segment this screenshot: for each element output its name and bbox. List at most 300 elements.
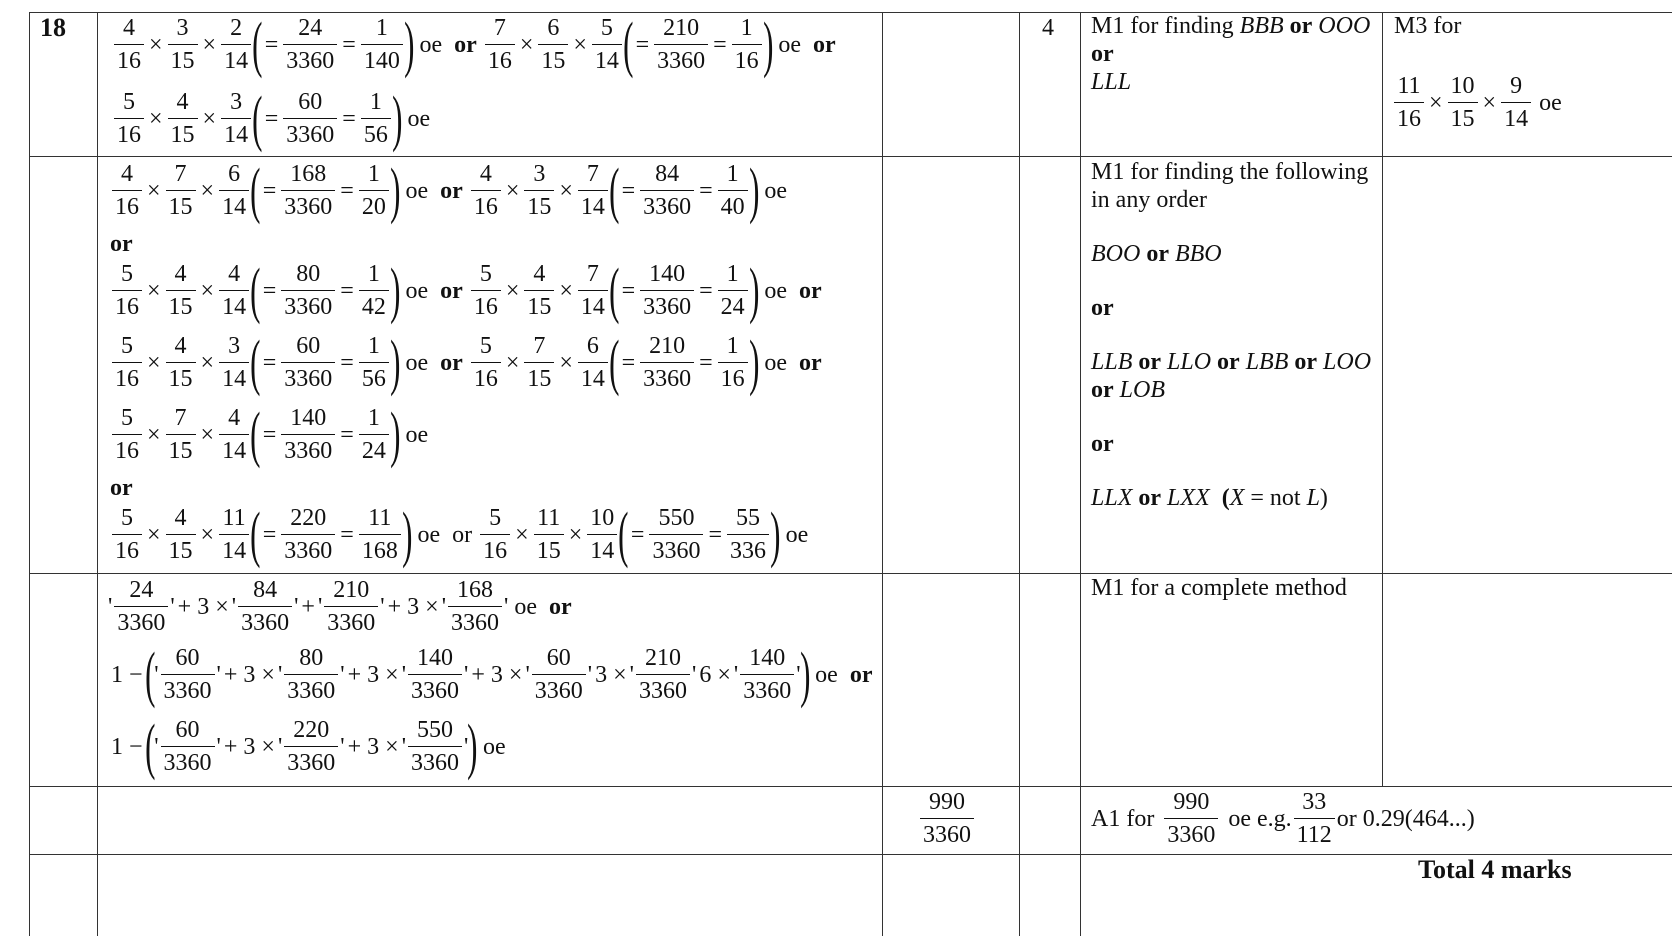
- numerator: 210: [644, 645, 681, 671]
- oe-label: oe: [407, 105, 431, 132]
- numerator: 1: [369, 89, 382, 115]
- right-bracket: ): [467, 712, 478, 781]
- m3-label: M3 for: [1394, 13, 1462, 39]
- times-sign: ×: [505, 177, 520, 204]
- fraction: [361, 88, 391, 149]
- numerator: 4: [174, 505, 187, 531]
- fraction: [578, 160, 608, 221]
- numerator: 60: [296, 333, 321, 359]
- guidance-text: oe e.g.: [1228, 805, 1292, 832]
- numerator: 10: [590, 505, 615, 531]
- numerator: 3: [176, 15, 189, 41]
- equals-sign: =: [635, 31, 650, 58]
- quote-mark: ': [277, 733, 283, 760]
- times-sign: ×: [1429, 89, 1443, 116]
- numerator: 7: [174, 161, 187, 187]
- left-bracket: (: [144, 712, 156, 781]
- equals-sign: =: [713, 31, 727, 58]
- guidance-m1-following: M1 for finding the following in any order BOO or BBO or LLB or LLO or LBB or LOO or LOB or LLX or LXX (X = not L): [1091, 158, 1381, 512]
- numerator: 4: [533, 261, 546, 287]
- denominator: 3360: [636, 674, 690, 705]
- number: 3: [243, 661, 256, 688]
- plus-sign: +: [301, 593, 315, 620]
- oe-label: oe: [764, 177, 787, 204]
- right-bracket: ): [390, 328, 401, 397]
- guidance-m1-bbb: [1091, 12, 1376, 96]
- quote-mark: ': [464, 661, 469, 688]
- numerator: 1: [367, 333, 380, 359]
- equals-sign: =: [264, 31, 279, 58]
- denominator: 14: [219, 434, 249, 465]
- or-label: or: [1138, 485, 1162, 511]
- left-bracket: (: [250, 500, 261, 569]
- quote-mark: ': [629, 661, 634, 688]
- numerator: 6: [547, 15, 560, 41]
- term: X: [1229, 485, 1245, 511]
- denominator: 14: [587, 534, 617, 565]
- right-bracket: ): [402, 500, 413, 569]
- denominator: 14: [578, 290, 608, 321]
- or-label: or: [440, 277, 463, 304]
- numerator: 210: [663, 15, 700, 41]
- denominator: 3360: [640, 362, 694, 393]
- denominator: 24: [359, 434, 389, 465]
- fraction: [284, 716, 338, 777]
- numerator: 5: [121, 261, 133, 287]
- denominator: 3360: [408, 674, 462, 705]
- or-label: or: [812, 31, 836, 58]
- denominator: 15: [1448, 102, 1478, 133]
- denominator: 3360: [281, 534, 335, 565]
- question-number: 18: [40, 13, 66, 42]
- answer-numerator: 990: [929, 789, 965, 815]
- denominator: 112: [1294, 818, 1335, 849]
- times-sign: ×: [573, 31, 587, 58]
- times-sign: ×: [559, 277, 573, 304]
- equals-sign: =: [621, 177, 636, 204]
- numerator: 60: [546, 645, 571, 671]
- denominator: 3360: [281, 434, 335, 465]
- denominator: 15: [166, 434, 196, 465]
- minus-sign: −: [129, 661, 143, 688]
- col-border: [1080, 12, 1081, 936]
- equals-sign: =: [630, 521, 645, 548]
- denominator: 3360: [1164, 818, 1218, 849]
- denominator: 3360: [649, 534, 703, 565]
- left-bracket: (: [250, 156, 261, 225]
- denominator: 16: [471, 190, 501, 221]
- fraction: [727, 504, 769, 565]
- denominator: 16: [485, 44, 515, 75]
- left-bracket: (: [250, 400, 261, 469]
- numerator: 11: [222, 505, 246, 531]
- oe-label: oe: [785, 521, 809, 548]
- denominator: 40: [718, 190, 748, 221]
- number: 3: [407, 593, 420, 620]
- term: L: [1306, 485, 1320, 511]
- or-label: or: [1091, 41, 1114, 67]
- oe-label: oe: [405, 349, 429, 376]
- denominator: 3360: [114, 606, 168, 637]
- quote-mark: ': [340, 661, 345, 688]
- denominator: 16: [114, 118, 144, 149]
- denominator: 14: [578, 362, 608, 393]
- left-bracket: (: [618, 500, 629, 569]
- fraction: [408, 644, 462, 705]
- times-sign: ×: [508, 661, 523, 688]
- oe-label: oe: [815, 661, 838, 688]
- fraction: [238, 576, 292, 637]
- denominator: 15: [534, 534, 564, 565]
- numerator: 24: [129, 577, 154, 603]
- numerator: 220: [293, 717, 330, 743]
- denominator: 16: [114, 44, 144, 75]
- times-sign: ×: [200, 421, 215, 448]
- numerator: 24: [298, 15, 323, 41]
- quote-mark: ': [340, 733, 345, 760]
- term: LOO: [1323, 349, 1372, 375]
- fraction: [112, 260, 142, 321]
- fraction: [283, 88, 337, 149]
- fraction: [281, 160, 335, 221]
- quote-mark: ': [525, 661, 530, 688]
- fraction: [640, 260, 694, 321]
- minus-sign: −: [129, 733, 143, 760]
- numerator: 168: [457, 577, 494, 603]
- or-label: or: [110, 231, 133, 257]
- denominator: 3360: [281, 190, 335, 221]
- denominator: 168: [359, 534, 401, 565]
- times-sign: ×: [200, 177, 215, 204]
- denominator: 3360: [284, 674, 338, 705]
- denominator: 14: [219, 290, 249, 321]
- denominator: 15: [168, 118, 198, 149]
- denominator: 16: [112, 434, 142, 465]
- numerator: 5: [489, 505, 502, 531]
- m3-expression: [1392, 72, 1568, 133]
- denominator: 14: [219, 534, 249, 565]
- or-label: or: [1294, 349, 1318, 375]
- fraction: [166, 404, 196, 465]
- numerator: 4: [121, 161, 133, 187]
- numerator: 10: [1450, 73, 1475, 99]
- numerator: 1: [367, 261, 380, 287]
- left-bracket: (: [623, 10, 634, 79]
- denominator: 15: [166, 290, 196, 321]
- fraction: [114, 576, 168, 637]
- denominator: 3360: [161, 674, 215, 705]
- quote-mark: ': [231, 593, 237, 620]
- times-sign: ×: [1482, 89, 1497, 116]
- denominator: 16: [1394, 102, 1424, 133]
- denominator: 15: [524, 290, 554, 321]
- fraction: [168, 88, 198, 149]
- denominator: 3360: [532, 674, 586, 705]
- denominator: 16: [732, 44, 762, 75]
- quote-mark: ': [317, 593, 323, 620]
- col-border: [882, 12, 883, 936]
- times-sign: ×: [202, 105, 217, 132]
- right-bracket: ): [392, 84, 403, 153]
- fraction: [471, 160, 501, 221]
- numerator: 6: [228, 161, 241, 187]
- term-bbb: BBB: [1239, 13, 1284, 39]
- numerator: 5: [121, 505, 133, 531]
- number: 1: [111, 733, 123, 760]
- denominator: 16: [718, 362, 748, 393]
- numerator: 3: [228, 333, 241, 359]
- right-bracket: ): [390, 256, 401, 325]
- times-sign: ×: [559, 349, 573, 376]
- times-sign: ×: [519, 31, 534, 58]
- quote-mark: ': [401, 733, 407, 760]
- equals-sign: =: [621, 349, 636, 376]
- equals-sign: =: [340, 177, 354, 204]
- denominator: 3360: [281, 362, 335, 393]
- term-ooo: OOO: [1318, 13, 1371, 39]
- guidance-text: A1 for: [1091, 805, 1155, 832]
- denominator: 20: [359, 190, 389, 221]
- denominator: 16: [112, 534, 142, 565]
- quote-mark: ': [441, 593, 447, 620]
- denominator: 15: [166, 534, 196, 565]
- numerator: 140: [749, 645, 786, 671]
- or-label: or: [1091, 377, 1114, 403]
- oe-label: oe: [764, 277, 787, 304]
- fraction: [221, 14, 251, 75]
- fraction: [587, 504, 617, 565]
- right-bracket: ): [799, 640, 811, 709]
- denominator: 3360: [640, 290, 694, 321]
- numerator: 210: [649, 333, 686, 359]
- times-sign: ×: [261, 661, 275, 688]
- fraction: [219, 404, 249, 465]
- number: 3: [367, 733, 380, 760]
- times-sign: ×: [559, 177, 573, 204]
- numerator: 990: [1173, 789, 1210, 815]
- numerator: 33: [1302, 789, 1327, 815]
- times-sign: ×: [717, 661, 731, 688]
- quote-mark: ': [294, 593, 299, 620]
- fraction: [168, 14, 198, 75]
- numerator: 6: [586, 333, 599, 359]
- term: LLO: [1167, 349, 1212, 375]
- denominator: 3360: [448, 606, 502, 637]
- left-bracket: (: [252, 10, 263, 79]
- denominator: 3360: [324, 606, 378, 637]
- denominator: 16: [112, 362, 142, 393]
- times-sign: ×: [385, 661, 399, 688]
- answer-denominator: 3360: [920, 818, 974, 849]
- col-border: [29, 12, 30, 936]
- numerator: 4: [123, 15, 135, 41]
- fraction: [732, 14, 762, 75]
- oe-label: oe: [405, 277, 429, 304]
- oe-label: oe: [778, 31, 801, 58]
- fraction: [471, 260, 501, 321]
- oe-label: oe: [417, 521, 441, 548]
- row-border: [30, 786, 1672, 787]
- col-border: [97, 12, 98, 936]
- right-bracket: ): [748, 256, 760, 325]
- denominator: 16: [471, 290, 501, 321]
- fraction: [636, 644, 690, 705]
- fraction: [485, 14, 515, 75]
- times-sign: ×: [568, 521, 583, 548]
- answer-fraction: [918, 788, 976, 849]
- fraction: [448, 576, 502, 637]
- denominator: 15: [538, 44, 568, 75]
- numerator: 60: [175, 645, 200, 671]
- denominator: 15: [166, 362, 196, 393]
- fraction: [281, 404, 335, 465]
- fraction: [221, 88, 251, 149]
- numerator: 5: [123, 89, 135, 115]
- fraction: [640, 160, 694, 221]
- numerator: 4: [228, 405, 241, 431]
- denominator: 3360: [408, 746, 462, 777]
- times-sign: ×: [147, 521, 161, 548]
- numerator: 550: [417, 717, 454, 743]
- number: 3: [490, 661, 503, 688]
- equals-sign: =: [262, 349, 277, 376]
- quote-mark: ': [216, 733, 221, 760]
- right-bracket: ): [390, 156, 401, 225]
- right-bracket: ): [762, 10, 774, 79]
- fraction: [578, 332, 608, 393]
- numerator: 140: [417, 645, 454, 671]
- denominator: 3360: [740, 674, 794, 705]
- numerator: 4: [174, 333, 187, 359]
- row-border: [30, 573, 1672, 574]
- numerator: 80: [299, 645, 324, 671]
- or-label: or: [110, 475, 133, 501]
- or-label: or: [1217, 349, 1240, 375]
- number: 3: [243, 733, 256, 760]
- denominator: 14: [219, 362, 249, 393]
- term: LBB: [1245, 349, 1289, 375]
- term: LOB: [1119, 377, 1165, 403]
- denominator: 24: [718, 290, 748, 321]
- numerator: 7: [493, 15, 506, 41]
- numerator: 84: [655, 161, 680, 187]
- fraction: [281, 260, 335, 321]
- numerator: 80: [296, 261, 321, 287]
- equals-sign: =: [262, 521, 277, 548]
- guidance-text: in any order: [1091, 187, 1207, 213]
- fraction: [112, 504, 142, 565]
- numerator: 5: [600, 15, 613, 41]
- numerator: 7: [533, 333, 546, 359]
- fraction: [718, 160, 748, 221]
- denominator: 42: [359, 290, 389, 321]
- fraction: [284, 644, 338, 705]
- denominator: 3360: [238, 606, 292, 637]
- or-label: or: [798, 277, 822, 304]
- left-bracket: (: [144, 640, 156, 709]
- numerator: 11: [537, 505, 561, 531]
- or-label: or: [1138, 349, 1162, 375]
- number: 6: [699, 661, 712, 688]
- quote-mark: ': [380, 593, 385, 620]
- denominator: 3360: [161, 746, 215, 777]
- guidance-m1-complete: M1 for a complete method: [1091, 575, 1347, 601]
- numerator: 1: [367, 405, 380, 431]
- fraction: [219, 260, 249, 321]
- fraction: [114, 14, 144, 75]
- fraction: [578, 260, 608, 321]
- number: 3: [197, 593, 210, 620]
- times-sign: ×: [147, 277, 161, 304]
- or-label: or: [1146, 241, 1169, 267]
- numerator: 4: [174, 261, 187, 287]
- denominator: 14: [219, 190, 249, 221]
- fraction: [114, 88, 144, 149]
- numerator: 1: [726, 333, 739, 359]
- number: 3: [367, 661, 380, 688]
- fraction: [166, 260, 196, 321]
- fraction: [740, 644, 794, 705]
- oe-label: oe: [419, 31, 443, 58]
- oe-label: oe: [514, 593, 538, 620]
- times-sign: ×: [147, 177, 161, 204]
- times-sign: ×: [200, 521, 215, 548]
- equals-sign: =: [621, 277, 636, 304]
- left-bracket: (: [252, 84, 263, 153]
- equals-sign: =: [699, 177, 713, 204]
- fraction: [166, 504, 196, 565]
- right-bracket: ): [748, 328, 760, 397]
- numerator: 7: [174, 405, 187, 431]
- term: LLB: [1091, 349, 1133, 375]
- fraction: [718, 332, 748, 393]
- numerator: 7: [586, 261, 599, 287]
- plus-sign: +: [387, 593, 402, 620]
- quote-mark: ': [464, 733, 469, 760]
- quote-mark: ': [587, 661, 593, 688]
- term: BOO: [1091, 241, 1141, 267]
- fraction: [592, 14, 622, 75]
- or-label: or: [849, 661, 873, 688]
- numerator: 3: [230, 89, 243, 115]
- total-marks: Total 4 marks: [1418, 855, 1572, 884]
- guidance-text: M1 for finding the following: [1091, 159, 1369, 185]
- oe-label: oe: [1539, 89, 1562, 116]
- times-sign: ×: [613, 661, 627, 688]
- numerator: 1: [375, 15, 388, 41]
- plus-sign: +: [347, 733, 362, 760]
- left-bracket: (: [250, 256, 261, 325]
- quote-mark: ': [216, 661, 221, 688]
- times-sign: ×: [515, 521, 529, 548]
- fraction: [718, 260, 748, 321]
- times-sign: ×: [425, 593, 439, 620]
- quote-mark: ': [733, 661, 739, 688]
- times-sign: ×: [261, 733, 275, 760]
- denominator: 3360: [640, 190, 694, 221]
- numerator: 2: [230, 15, 243, 41]
- fraction: [359, 332, 389, 393]
- equals-sign: =: [340, 421, 354, 448]
- equals-sign: =: [262, 177, 277, 204]
- numerator: 220: [290, 505, 327, 531]
- guidance-text: M1 for finding: [1091, 13, 1234, 39]
- numerator: 1: [367, 161, 380, 187]
- equals-sign: =: [340, 521, 354, 548]
- numerator: 140: [290, 405, 327, 431]
- fraction: [112, 160, 142, 221]
- fraction: [359, 160, 389, 221]
